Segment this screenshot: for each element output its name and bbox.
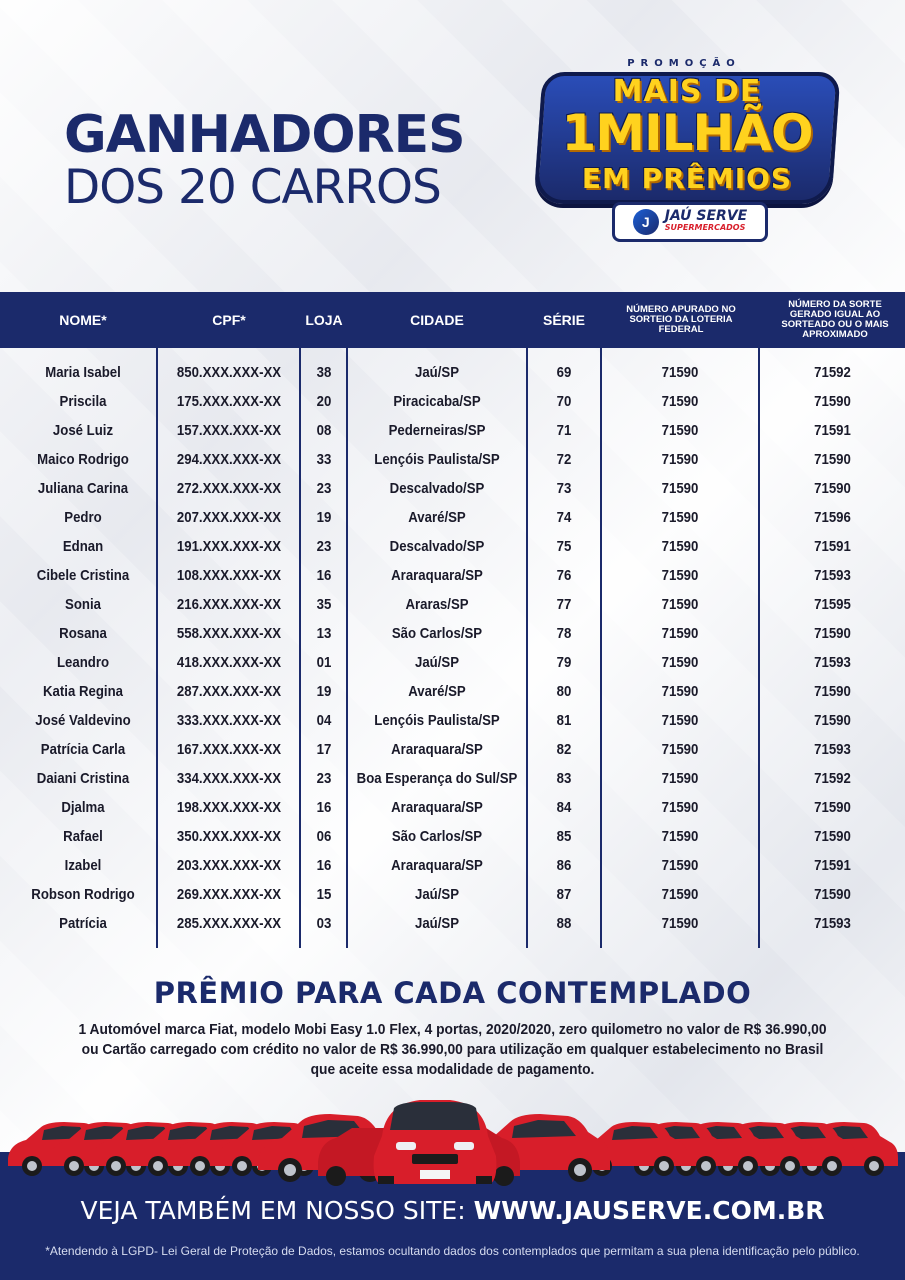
header-cidade: CIDADE [410, 312, 464, 328]
cell-loja: 16 [316, 567, 332, 584]
header-numero-sorte: NÚMERO DA SORTE GERADO IGUAL AO SORTEADO OU O MAIS APROXIMADO [781, 299, 889, 340]
cell-apurado: 71590 [661, 364, 699, 381]
cell-sorte: 71590 [814, 828, 851, 845]
lgpd-note: *Atendendo à LGPD- Lei Geral de Proteção de Dados, estamos ocultando dados dos contemplados que permitam a sua plena identificação pelo público. [45, 1244, 860, 1258]
cell-serie: 75 [556, 538, 572, 555]
cell-cpf: 198.XXX.XXX-XX [176, 799, 282, 816]
cell-nome: Djalma [61, 799, 105, 816]
cell-cidade: Jaú/SP [414, 654, 460, 671]
cell-loja: 19 [316, 509, 332, 526]
cell-cidade: Lençóis Paulista/SP [374, 712, 500, 729]
cell-sorte: 71591 [814, 857, 851, 874]
cell-serie: 82 [556, 741, 572, 758]
cell-apurado: 71590 [661, 422, 699, 439]
cell-serie: 86 [556, 857, 572, 874]
cell-apurado: 71590 [661, 509, 699, 526]
cell-cidade: Piracicaba/SP [393, 393, 481, 410]
logo-promo-label: PROMOÇÃO [627, 58, 741, 69]
cell-apurado: 71590 [661, 828, 699, 845]
cell-nome: Juliana Carina [37, 480, 129, 497]
cell-apurado: 71590 [661, 451, 699, 468]
cell-serie: 69 [556, 364, 572, 381]
cell-sorte: 71590 [814, 393, 851, 410]
table-row [0, 648, 905, 677]
table-row [0, 619, 905, 648]
cell-cpf: 272.XXX.XXX-XX [176, 480, 282, 497]
table-row [0, 503, 905, 532]
cell-sorte: 71593 [814, 654, 851, 671]
cell-loja: 38 [316, 364, 332, 381]
brand-name: JAÚ SERVE [664, 208, 748, 224]
prize-line-2: ou Cartão carregado com crédito no valor de R$ 36.990,00 para utilização em qualquer estabelecimento no Brasil [81, 1041, 824, 1058]
header-nome: NOME* [59, 312, 107, 328]
header-loja: LOJA [305, 312, 343, 328]
cell-loja: 15 [316, 886, 332, 903]
cell-sorte: 71590 [814, 625, 851, 642]
prize-line-1: 1 Automóvel marca Fiat, modelo Mobi Easy 1.0 Flex, 4 portas, 2020/2020, zero quilometro no valor de R$ 36.990,00 [78, 1021, 827, 1038]
cell-cpf: 333.XXX.XXX-XX [176, 712, 282, 729]
table-row [0, 851, 905, 880]
cell-cpf: 191.XXX.XXX-XX [176, 538, 282, 555]
cell-sorte: 71591 [814, 538, 851, 555]
cell-nome: Rosana [59, 625, 107, 642]
cell-apurado: 71590 [661, 393, 699, 410]
cell-serie: 79 [556, 654, 572, 671]
prize-description [40, 1020, 865, 1080]
cell-sorte: 71593 [814, 567, 851, 584]
cell-serie: 70 [556, 393, 572, 410]
cell-nome: Sonia [65, 596, 101, 613]
cell-cpf: 175.XXX.XXX-XX [176, 393, 282, 410]
car-lineup-illustration [0, 1096, 905, 1186]
cell-serie: 80 [556, 683, 572, 700]
cell-serie: 85 [556, 828, 572, 845]
cell-nome: Patrícia [59, 915, 107, 932]
cell-cidade: Araraquara/SP [391, 857, 483, 874]
cell-cidade: Jaú/SP [414, 886, 460, 903]
cell-cpf: 207.XXX.XXX-XX [176, 509, 282, 526]
cell-nome: Izabel [64, 857, 102, 874]
table-row [0, 706, 905, 735]
cell-cpf: 269.XXX.XXX-XX [176, 886, 282, 903]
cell-loja: 06 [316, 828, 332, 845]
cell-loja: 23 [316, 770, 332, 787]
cell-nome: Daiani Cristina [36, 770, 130, 787]
cell-nome: José Valdevino [35, 712, 131, 729]
cell-cpf: 350.XXX.XXX-XX [176, 828, 282, 845]
cell-loja: 35 [316, 596, 332, 613]
cell-cidade: Boa Esperança do Sul/SP [356, 770, 518, 787]
cell-apurado: 71590 [661, 538, 699, 555]
cell-nome: Priscila [59, 393, 107, 410]
brand-badge [612, 202, 768, 242]
logo-line-2: 1MILHÃO [561, 104, 813, 162]
cell-loja: 23 [316, 480, 332, 497]
cell-cpf: 850.XXX.XXX-XX [176, 364, 282, 381]
cell-apurado: 71590 [661, 683, 699, 700]
cell-cidade: São Carlos/SP [391, 828, 483, 845]
cell-sorte: 71596 [814, 509, 851, 526]
cell-loja: 19 [316, 683, 332, 700]
winners-table [0, 348, 905, 948]
cell-cidade: Pederneiras/SP [388, 422, 486, 439]
cell-loja: 23 [316, 538, 332, 555]
cell-serie: 77 [556, 596, 572, 613]
cell-apurado: 71590 [661, 596, 699, 613]
cell-sorte: 71590 [814, 799, 851, 816]
cell-cpf: 334.XXX.XXX-XX [176, 770, 282, 787]
cell-loja: 20 [316, 393, 332, 410]
cell-sorte: 71595 [814, 596, 851, 613]
cell-sorte: 71590 [814, 886, 851, 903]
table-row [0, 764, 905, 793]
header-numero-apurado: NÚMERO APURADO NO SORTEIO DA LOTERIA FEDERAL [626, 304, 736, 335]
cell-loja: 08 [316, 422, 332, 439]
cell-cidade: Araraquara/SP [391, 799, 483, 816]
cell-cpf: 418.XXX.XXX-XX [176, 654, 282, 671]
cell-serie: 83 [556, 770, 572, 787]
cell-cidade: Descalvado/SP [389, 480, 485, 497]
table-row [0, 793, 905, 822]
cell-loja: 17 [316, 741, 332, 758]
cell-nome: Ednan [62, 538, 104, 555]
cell-apurado: 71590 [661, 567, 699, 584]
cell-sorte: 71590 [814, 712, 851, 729]
title-line-2: DOS 20 CARROS [64, 160, 441, 215]
table-row [0, 416, 905, 445]
site-label: VEJA TAMBÉM EM NOSSO SITE: [80, 1196, 466, 1225]
cell-apurado: 71590 [661, 799, 699, 816]
cell-cidade: Avaré/SP [408, 683, 466, 700]
cell-cidade: Avaré/SP [408, 509, 466, 526]
logo-line-1: MAIS DE [612, 74, 762, 109]
cell-sorte: 71590 [814, 683, 851, 700]
cell-cidade: Araraquara/SP [391, 567, 483, 584]
cell-sorte: 71591 [814, 422, 851, 439]
cell-nome: Maico Rodrigo [37, 451, 129, 468]
table-row [0, 561, 905, 590]
cell-loja: 04 [316, 712, 332, 729]
cell-apurado: 71590 [661, 886, 699, 903]
website-banner [0, 1196, 905, 1225]
table-row [0, 474, 905, 503]
cell-loja: 16 [316, 857, 332, 874]
title-line-1: GANHADORES [64, 105, 465, 165]
table-row [0, 387, 905, 416]
cell-cidade: Araraquara/SP [391, 741, 483, 758]
cell-loja: 13 [316, 625, 332, 642]
cell-serie: 72 [556, 451, 572, 468]
cell-nome: Cibele Cristina [36, 567, 130, 584]
cell-apurado: 71590 [661, 480, 699, 497]
cell-cpf: 157.XXX.XXX-XX [176, 422, 282, 439]
cell-nome: Maria Isabel [45, 364, 121, 381]
cell-nome: Leandro [56, 654, 110, 671]
cell-serie: 78 [556, 625, 572, 642]
prize-line-3: que aceite essa modalidade de pagamento. [310, 1061, 595, 1078]
cell-apurado: 71590 [661, 712, 699, 729]
cell-cpf: 285.XXX.XXX-XX [176, 915, 282, 932]
cell-sorte: 71590 [814, 480, 851, 497]
table-row [0, 532, 905, 561]
logo-line-3: EM PRÊMIOS [581, 162, 793, 195]
cell-cpf: 294.XXX.XXX-XX [176, 451, 282, 468]
cell-cpf: 108.XXX.XXX-XX [176, 567, 282, 584]
cell-cidade: Lençóis Paulista/SP [374, 451, 500, 468]
cell-nome: Patrícia Carla [40, 741, 126, 758]
brand-subtitle: SUPERMERCADOS [664, 223, 746, 232]
table-row [0, 822, 905, 851]
cell-loja: 03 [316, 915, 332, 932]
table-row [0, 590, 905, 619]
cell-cidade: São Carlos/SP [391, 625, 483, 642]
car-center-front [374, 1100, 497, 1184]
cell-apurado: 71590 [661, 857, 699, 874]
cell-sorte: 71593 [814, 915, 851, 932]
cell-cidade: Jaú/SP [414, 915, 460, 932]
cell-serie: 71 [556, 422, 572, 439]
cell-cidade: Jaú/SP [414, 364, 460, 381]
table-row [0, 445, 905, 474]
cell-cpf: 167.XXX.XXX-XX [176, 741, 282, 758]
cell-serie: 88 [556, 915, 572, 932]
cell-cidade: Araras/SP [405, 596, 469, 613]
cell-sorte: 71593 [814, 741, 851, 758]
cell-sorte: 71592 [814, 364, 851, 381]
header-cpf: CPF* [212, 312, 246, 328]
cell-serie: 81 [556, 712, 572, 729]
cell-nome: Rafael [63, 828, 103, 845]
cell-apurado: 71590 [661, 915, 699, 932]
brand-j-icon: J [633, 209, 659, 235]
cell-cpf: 203.XXX.XXX-XX [176, 857, 282, 874]
cell-apurado: 71590 [661, 625, 699, 642]
cell-sorte: 71592 [814, 770, 851, 787]
header-serie: SÉRIE [542, 312, 585, 328]
cell-serie: 73 [556, 480, 572, 497]
cell-loja: 16 [316, 799, 332, 816]
cell-apurado: 71590 [661, 770, 699, 787]
cell-nome: Robson Rodrigo [31, 886, 135, 903]
promo-logo [534, 56, 840, 246]
table-row [0, 677, 905, 706]
cell-apurado: 71590 [661, 654, 699, 671]
page-title [64, 105, 465, 215]
cell-serie: 76 [556, 567, 572, 584]
cell-cpf: 287.XXX.XXX-XX [176, 683, 282, 700]
cell-serie: 87 [556, 886, 572, 903]
cell-apurado: 71590 [661, 741, 699, 758]
cell-cpf: 558.XXX.XXX-XX [176, 625, 282, 642]
table-row [0, 358, 905, 387]
cell-sorte: 71590 [814, 451, 851, 468]
table-row [0, 880, 905, 909]
cell-nome: Katia Regina [43, 683, 123, 700]
site-url[interactable]: WWW.JAUSERVE.COM.BR [473, 1196, 825, 1225]
table-row [0, 735, 905, 764]
cell-nome: José Luiz [52, 422, 114, 439]
cell-cpf: 216.XXX.XXX-XX [176, 596, 282, 613]
table-row [0, 909, 905, 938]
cell-nome: Pedro [64, 509, 102, 526]
prize-title: PRÊMIO PARA CADA CONTEMPLADO [153, 976, 752, 1010]
cell-serie: 74 [556, 509, 572, 526]
cell-serie: 84 [556, 799, 572, 816]
cell-cidade: Descalvado/SP [389, 538, 485, 555]
cell-loja: 01 [316, 654, 332, 671]
table-header [0, 292, 905, 348]
cell-loja: 33 [316, 451, 332, 468]
